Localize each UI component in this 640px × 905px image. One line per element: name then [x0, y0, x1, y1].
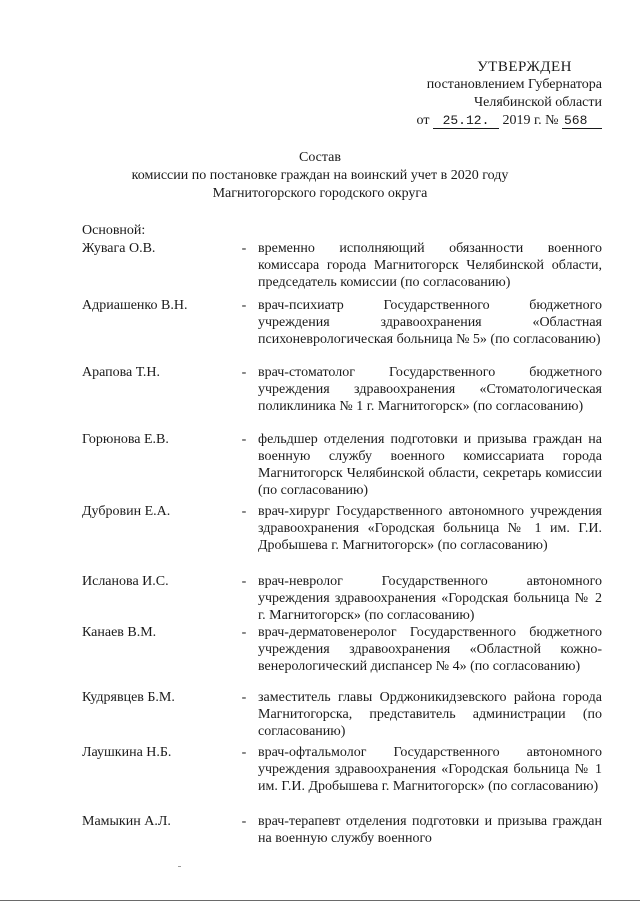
heading-title: Состав [298, 150, 341, 165]
member-name: Жувага О.В. [82, 241, 156, 256]
member-dash: - [241, 574, 247, 589]
member-name: Арапова Т.Н. [82, 365, 161, 380]
scan-speck [178, 866, 181, 867]
document-heading [100, 149, 540, 203]
approval-stamp [402, 58, 602, 130]
member-description: врач-дерматовенеролог Государственного бюджетного учреждения здравоохранения «Областной кожно-венерологический диспансер № 4» (по согласованию) [258, 625, 602, 674]
member-description: врач-офтальмолог Государственного автономного учреждения здравоохранения «Городская больница № 1 им. Г.И. Дробышева г. Магнитогорск» (по согласованию) [258, 745, 602, 794]
member-name: Горюнова Е.В. [82, 432, 169, 447]
member-description: заместитель главы Орджоникидзевского района города Магнитогорска, представитель администрации (по согласованию) [258, 690, 602, 739]
member-name: Лаушкина Н.Б. [82, 745, 172, 760]
member-dash: - [241, 745, 247, 760]
member-description: врач-психиатр Государственного бюджетного учреждения здравоохранения «Областная психоневрологическая больница № 5» (по согласованию) [258, 298, 602, 347]
member-description: врач-терапевт отделения подготовки и призыва граждан на военную службу военного [258, 814, 602, 846]
section-label-main: Основной: [82, 223, 146, 238]
member-dash: - [241, 625, 247, 640]
member-description: врач-невролог Государственного автономного учреждения здравоохранения «Городская больница № 2 г. Магнитогорск» (по согласованию) [258, 574, 602, 623]
member-description: фельдшер отделения подготовки и призыва граждан на военную службу военного комиссариата города Магнитогорск Челябинской области, секретарь комиссии (по согласованию) [258, 432, 602, 498]
page-bottom-edge [0, 900, 640, 901]
member-description: врач-стоматолог Государственного бюджетного учреждения здравоохранения «Стоматологическая поликлиника № 1 г. Магнитогорск» (по согласованию) [258, 365, 602, 414]
member-description: врач-хирург Государственного автономного учреждения здравоохранения «Городская больница № 1 им. Г.И. Дробышева г. Магнитогорск» (по согласованию) [258, 504, 602, 553]
approval-line-2: Челябинской области [474, 95, 602, 110]
approval-date-line [402, 112, 602, 130]
year-and-number-label: 2019 г. № [502, 113, 559, 128]
member-dash: - [241, 365, 247, 380]
member-dash: - [241, 690, 247, 705]
member-dash: - [241, 298, 247, 313]
member-name: Исланова И.С. [82, 574, 169, 589]
member-name: Кудрявцев Б.М. [82, 690, 175, 705]
member-name: Мамыкин А.Л. [82, 814, 171, 829]
approval-date: 25.12. [433, 113, 499, 129]
approval-title: УТВЕРЖДЕН [477, 59, 572, 75]
member-dash: - [241, 432, 247, 447]
member-name: Адриашенко В.Н. [82, 298, 188, 313]
member-name: Дубровин Е.А. [82, 504, 171, 519]
member-dash: - [241, 241, 247, 256]
approval-line-1: постановлением Губернатора [426, 77, 602, 92]
approval-number: 568 [562, 113, 602, 129]
date-prefix: от [416, 113, 430, 128]
heading-subtitle: комиссии по постановке граждан на воинский учет в 2020 году [131, 168, 509, 183]
member-dash: - [241, 814, 247, 829]
member-description: временно исполняющий обязанности военного комиссара города Магнитогорск Челябинской области, председатель комиссии (по согласованию) [258, 241, 602, 290]
member-dash: - [241, 504, 247, 519]
heading-district: Магнитогорского городского округа [212, 186, 428, 201]
member-name: Канаев В.М. [82, 625, 157, 640]
